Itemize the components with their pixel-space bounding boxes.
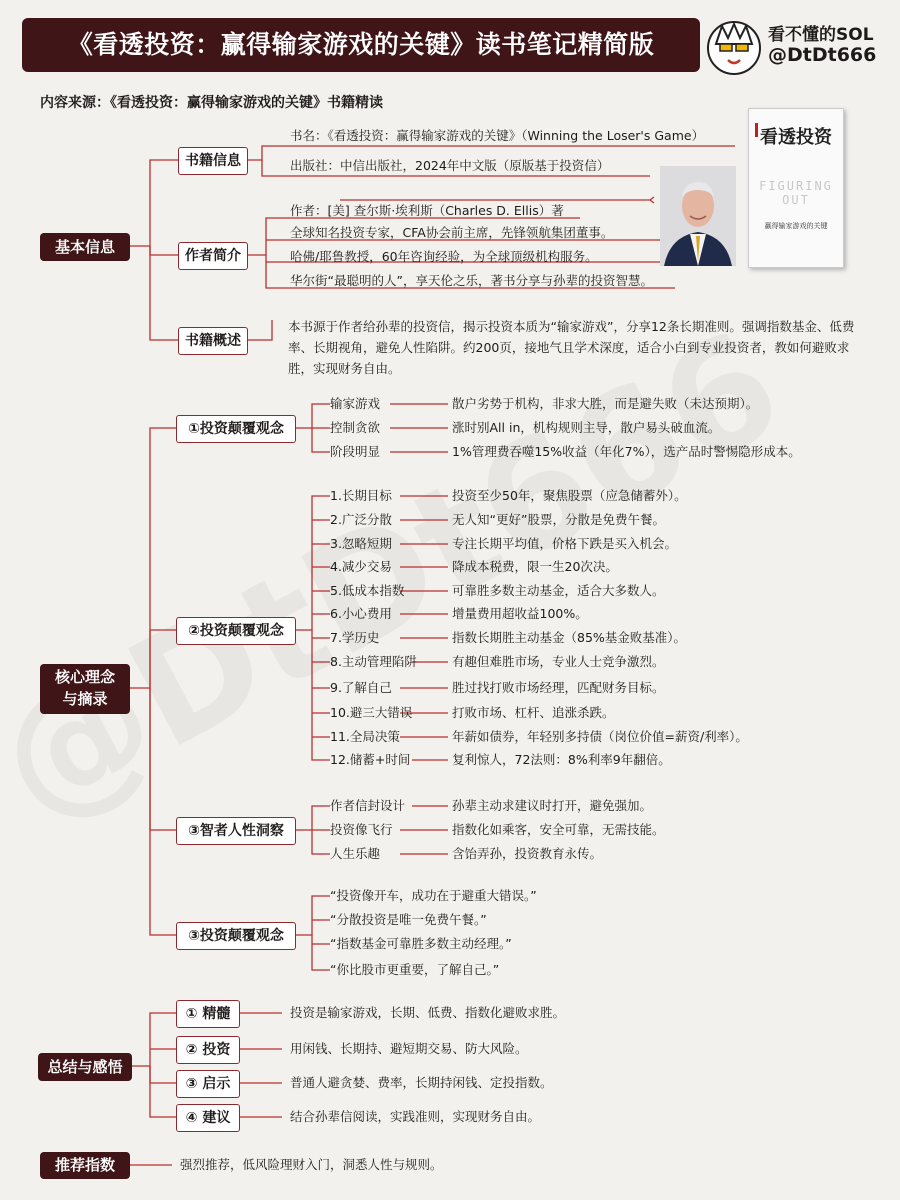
g2-val-1: 投资至少50年，聚焦股票（应急储蓄外）。 — [452, 488, 687, 503]
g2-key-5: 5.低成本指数 — [330, 583, 405, 598]
author-line-2: 全球知名投资专家，CFA协会前主席，先锋领航集团董事。 — [290, 225, 614, 240]
book-cover — [748, 108, 844, 268]
g2-val-10: 打败市场、杠杆、追涨杀跌。 — [452, 705, 615, 720]
g2-key-12: 12.储蓄+时间 — [330, 752, 411, 767]
g1-val-3: 1%管理费吞噬15%收益（年化7%），选产品时警惕隐形成本。 — [452, 444, 801, 459]
g2-key-7: 7.学历史 — [330, 630, 380, 645]
brand-handle: @DtDt666 — [768, 44, 877, 66]
g2-val-4: 降成本税费，限一生20次决。 — [452, 559, 618, 574]
g2-val-3: 专注长期平均值，价格下跌是买入机会。 — [452, 536, 678, 551]
g3-key-1: 作者信封设计 — [330, 798, 406, 813]
g1-key-2: 控制贪欲 — [330, 420, 381, 435]
g3-key-2: 投资像飞行 — [330, 822, 393, 837]
g2-key-8: 8.主动管理陷阱 — [330, 654, 417, 669]
g2-val-12: 复利惊人，72法则：8%利率9年翻倍。 — [452, 752, 671, 767]
content-source: 内容来源：《看透投资：赢得输家游戏的关键》书籍精读 — [40, 95, 383, 111]
summary-node-3: ③ 启示 — [176, 1070, 240, 1098]
summary-node-4: ④ 建议 — [176, 1104, 240, 1132]
quote-2: “分散投资是唯一免费午餐。” — [330, 912, 487, 927]
summary-text-1: 投资是输家游戏，长期、低费、指数化避败求胜。 — [290, 1005, 566, 1020]
g3-val-2: 指数化如乘客，安全可靠，无需技能。 — [452, 822, 665, 837]
g2-val-11: 年薪如债券，年轻别多持债（岗位价值=薪资/利率）。 — [452, 729, 748, 744]
g2-key-11: 11.全局决策 — [330, 729, 400, 744]
author-node: 作者简介 — [178, 242, 248, 270]
author-line-1: 作者：[美] 查尔斯·埃利斯（Charles D. Ellis）著 — [290, 203, 564, 218]
g2-val-9: 胜过找打败市场经理，匹配财务目标。 — [452, 680, 665, 695]
section-basic-info: 基本信息 — [40, 233, 130, 261]
section-summary: 总结与感悟 — [38, 1053, 132, 1081]
overview-text: 本书源于作者给孙辈的投资信，揭示投资本质为“输家游戏”，分享12条长期准则。强调指数基金、低费率、长期视角，避免人性陷阱。约200页，接地气且学术深度，适合小白到专业投资者，教如何避败求胜，实现财务自由。 — [288, 319, 855, 376]
brand-name: 看不懂的SOL — [768, 25, 874, 45]
g1-val-1: 散户劣势于机构，非求大胜，而是避失败（未达预期）。 — [452, 396, 759, 411]
group-3-node: ③智者人性洞察 — [176, 817, 296, 845]
g2-key-10: 10.避三大错误 — [330, 705, 413, 720]
g3-key-3: 人生乐趣 — [330, 846, 381, 861]
g2-val-8: 有趣但难胜市场，专业人士竞争激烈。 — [452, 654, 665, 669]
g2-val-6: 增量费用超收益100%。 — [452, 606, 588, 621]
g2-key-6: 6.小心费用 — [330, 606, 392, 621]
summary-text-4: 结合孙辈信阅读，实践准则，实现财务自由。 — [290, 1109, 541, 1124]
g1-val-2: 涨时别All in，机构规则主导，散户易头破血流。 — [452, 420, 721, 435]
overview-node: 书籍概述 — [178, 327, 248, 355]
cover-subtitle: 赢得输家游戏的关键 — [764, 222, 828, 230]
summary-node-1: ① 精髓 — [176, 1000, 240, 1028]
group-4-node: ③投资颠覆观念 — [176, 922, 296, 950]
quote-4: “你比股市更重要，了解自己。” — [330, 962, 500, 977]
quote-3: “指数基金可靠胜多数主动经理。” — [330, 936, 512, 951]
quote-1: “投资像开车，成功在于避重大错误。” — [330, 888, 537, 903]
section-recommend: 推荐指数 — [40, 1152, 130, 1179]
g2-val-2: 无人知“更好”股票，分散是免费午餐。 — [452, 512, 665, 527]
section-core-ideas — [40, 664, 130, 714]
cover-title: 看透投资 — [760, 127, 832, 148]
g2-key-4: 4.减少交易 — [330, 559, 392, 574]
author-line-4: 华尔街“最聪明的人”，享天伦之乐，著书分享与孙辈的投资智慧。 — [290, 273, 653, 288]
g3-val-3: 含饴弄孙，投资教育永传。 — [452, 846, 603, 861]
g1-key-3: 阶段明显 — [330, 444, 381, 459]
g2-val-7: 指数长期胜主动基金（85%基金败基准）。 — [452, 630, 687, 645]
summary-node-2: ② 投资 — [176, 1036, 240, 1064]
author-photo — [660, 166, 736, 266]
summary-text-3: 普通人避贪婪、费率，长期持闲钱、定投指数。 — [290, 1075, 553, 1090]
core-label-line1: 核心理念 — [54, 668, 115, 686]
g2-key-1: 1.长期目标 — [330, 488, 392, 503]
group-2-node: ②投资颠覆观念 — [176, 617, 296, 645]
author-line-3: 哈佛/耶鲁教授，60年咨询经验，为全球顶级机构服务。 — [290, 249, 598, 264]
book-publisher: 出版社：中信出版社，2024年中文版（原版基于投资信） — [290, 158, 610, 173]
g2-key-2: 2.广泛分散 — [330, 512, 392, 527]
book-name: 书名：《看透投资：赢得输家游戏的关键》（Winning the Loser's Game） — [290, 128, 705, 143]
summary-text-2: 用闲钱、长期持、避短期交易、防大风险。 — [290, 1041, 528, 1056]
g1-key-1: 输家游戏 — [330, 396, 381, 411]
book-info-node: 书籍信息 — [178, 147, 248, 175]
page-title: 《看透投资：赢得输家游戏的关键》读书笔记精简版 — [22, 18, 700, 72]
g3-val-1: 孙辈主动求建议时打开，避免强加。 — [452, 798, 653, 813]
group-1-node: ①投资颠覆观念 — [176, 415, 296, 443]
g2-key-3: 3.忽略短期 — [330, 536, 392, 551]
core-label-line2: 与摘录 — [62, 690, 108, 708]
recommend-text: 强烈推荐，低风险理财入门，洞悉人性与规则。 — [180, 1157, 443, 1172]
g2-key-9: 9.了解自己 — [330, 680, 392, 695]
cover-english: FIGURING OUT — [759, 179, 833, 207]
g2-val-5: 可靠胜多数主动基金，适合大多数人。 — [452, 583, 665, 598]
